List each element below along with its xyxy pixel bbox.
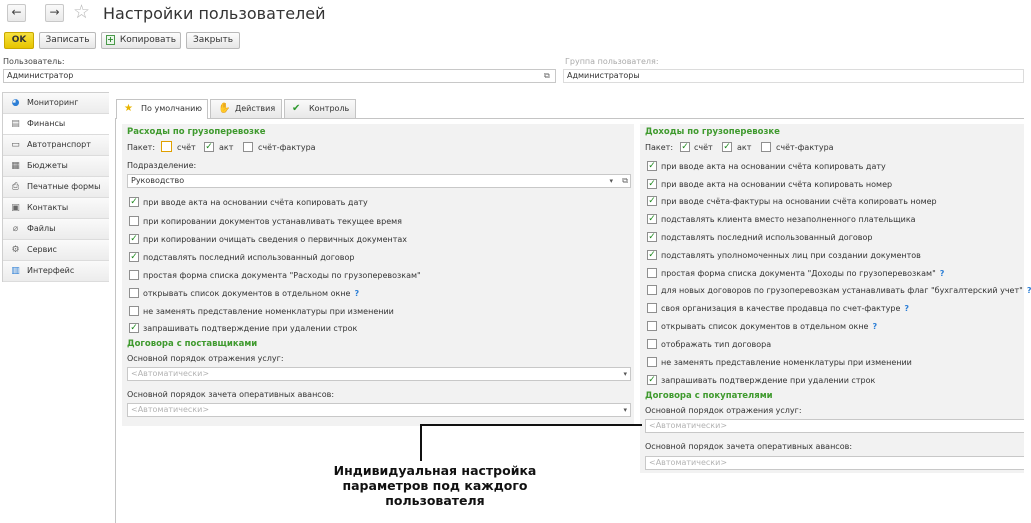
contacts-icon: ▣ <box>11 203 20 213</box>
star-icon: ★ <box>124 103 133 114</box>
forward-button[interactable] <box>45 4 64 22</box>
sidebar-item-label: Мониторинг <box>27 98 79 107</box>
option-checkbox[interactable] <box>647 321 657 331</box>
interface-icon: ▥ <box>11 266 20 276</box>
option-checkbox[interactable] <box>647 357 657 367</box>
option-checkbox[interactable]: ✓ <box>130 197 138 207</box>
advances-order-field[interactable] <box>645 456 1024 470</box>
packet-label: Пакет: <box>645 143 674 152</box>
callout-line-vertical <box>420 424 422 461</box>
sidebar-item-label: Интерфейс <box>27 266 75 275</box>
services-order-field[interactable] <box>645 419 1024 433</box>
packet-act-label: акт <box>737 143 752 152</box>
advances-order-placeholder: <Автоматически> <box>131 405 210 414</box>
sidebar-item-label: Автотранспорт <box>27 140 91 149</box>
option-label: при вводе счёта-фактуры на основании счёта копировать номер <box>661 197 937 206</box>
option-label: простая форма списка документа "Расходы по грузоперевозкам" <box>143 271 421 280</box>
save-button[interactable]: Записать <box>39 32 96 49</box>
packet-act-label: акт <box>219 143 234 152</box>
option-label: запрашивать подтверждение при удалении строк <box>661 376 876 385</box>
option-checkbox[interactable]: ✓ <box>648 196 656 206</box>
tab-actions[interactable] <box>210 99 282 118</box>
option-label: при вводе акта на основании счёта копировать дату <box>661 162 886 171</box>
option-label: подставлять последний использованный договор <box>143 253 355 262</box>
option-checkbox[interactable]: ✓ <box>648 250 656 260</box>
sidebar <box>2 92 109 282</box>
callout-line-horizontal <box>420 424 642 426</box>
suppliers-section-title: Договора с поставщиками <box>127 339 258 349</box>
option-label: при копировании документов устанавливать текущее время <box>143 217 402 226</box>
copy-button-label: Копировать <box>119 35 177 45</box>
sidebar-item-monitoring[interactable] <box>3 93 109 114</box>
sidebar-item-interface[interactable] <box>3 261 109 282</box>
help-icon[interactable]: ? <box>354 289 360 298</box>
monitoring-icon: ◕ <box>11 98 20 108</box>
option-checkbox[interactable] <box>129 306 139 316</box>
dropdown-arrow-icon[interactable]: ▾ <box>623 370 627 378</box>
packet-invoice-label: счёт <box>177 143 196 152</box>
group-label: Группа пользователя: <box>565 57 659 66</box>
packet-vat-invoice-checkbox[interactable] <box>243 142 253 152</box>
page-title: Настройки пользователей <box>103 4 326 23</box>
annotation-line: пользователя <box>385 493 485 508</box>
sidebar-item-service[interactable] <box>3 240 109 261</box>
tab-label: Контроль <box>309 104 350 113</box>
option-checkbox[interactable] <box>647 268 657 278</box>
advances-order-label: Основной порядок зачета оперативных авансов: <box>127 390 335 399</box>
option-label: не заменять представление номенклатуры при изменении <box>143 307 394 316</box>
packet-vat-invoice-label: счёт-фактура <box>258 143 316 152</box>
option-label: своя организация в качестве продавца по счет-фактуре <box>661 304 901 313</box>
services-order-placeholder: <Автоматически> <box>649 421 728 430</box>
income-section-title: Доходы по грузоперевозке <box>645 127 780 137</box>
buyers-section-title: Договора с покупателями <box>645 391 773 401</box>
sidebar-item-transport[interactable] <box>3 135 109 156</box>
option-with-help <box>661 286 1031 295</box>
option-with-help <box>661 304 909 313</box>
close-button[interactable]: Закрыть <box>186 32 240 49</box>
option-checkbox[interactable] <box>647 303 657 313</box>
option-with-help <box>143 289 359 298</box>
sidebar-item-label: Бюджеты <box>27 161 68 170</box>
tab-defaults[interactable] <box>116 99 208 119</box>
sidebar-item-print-forms[interactable] <box>3 177 109 198</box>
tab-control[interactable] <box>284 99 356 118</box>
option-label: подставлять последний использованный договор <box>661 233 873 242</box>
copy-icon: + <box>107 35 114 44</box>
option-label: подставлять клиента вместо незаполненного плательщика <box>661 215 916 224</box>
sidebar-item-label: Файлы <box>27 224 56 233</box>
packet-label: Пакет: <box>127 143 156 152</box>
user-value: Администратор <box>7 71 74 80</box>
option-label: отображать тип договора <box>661 340 772 349</box>
division-label: Подразделение: <box>127 161 197 170</box>
sidebar-item-label: Финансы <box>27 119 66 128</box>
transport-icon: ▭ <box>11 140 20 150</box>
option-checkbox[interactable]: ✓ <box>648 214 656 224</box>
option-checkbox[interactable]: ✓ <box>648 232 656 242</box>
arrow-right-icon: → <box>49 5 60 19</box>
option-label: запрашивать подтверждение при удалении строк <box>143 324 358 333</box>
sidebar-item-budgets[interactable] <box>3 156 109 177</box>
packet-vat-invoice-checkbox[interactable] <box>761 142 771 152</box>
packet-act-checkbox[interactable]: ✓ <box>205 142 213 152</box>
hand-icon: ✋ <box>218 103 231 114</box>
annotation-line: Индивидуальная настройка <box>333 463 537 478</box>
option-checkbox[interactable]: ✓ <box>130 323 138 333</box>
help-icon[interactable]: ? <box>872 322 878 331</box>
dropdown-arrow-icon[interactable]: ▾ <box>623 406 627 414</box>
packet-invoice-checkbox[interactable] <box>161 141 172 152</box>
ok-button[interactable]: OK <box>4 32 34 49</box>
option-checkbox[interactable] <box>647 285 657 295</box>
sidebar-item-finance[interactable] <box>3 114 109 135</box>
services-order-placeholder: <Автоматически> <box>131 369 210 378</box>
services-order-field[interactable] <box>127 367 631 381</box>
group-field <box>563 69 1024 83</box>
sidebar-item-label: Сервис <box>27 245 57 254</box>
option-checkbox[interactable]: ✓ <box>648 161 656 171</box>
open-icon[interactable]: ⧉ <box>544 71 550 80</box>
paperclip-icon: ⌀ <box>12 224 19 234</box>
packet-vat-invoice-label: счёт-фактура <box>776 143 834 152</box>
tab-label: Действия <box>235 104 276 113</box>
division-field[interactable] <box>127 174 631 188</box>
advances-order-placeholder: <Автоматически> <box>649 458 728 467</box>
user-label: Пользователь: <box>3 57 65 66</box>
arrow-left-icon: ← <box>11 5 22 19</box>
copy-button[interactable] <box>101 32 181 49</box>
budgets-icon: ▦ <box>11 161 20 171</box>
services-order-label: Основной порядок отражения услуг: <box>127 354 284 363</box>
option-label: открывать список документов в отдельном окне <box>143 289 351 298</box>
sidebar-item-label: Контакты <box>27 203 69 212</box>
advances-order-label: Основной порядок зачета оперативных авансов: <box>645 442 853 451</box>
option-checkbox[interactable] <box>129 270 139 280</box>
checkmark-icon: ✔ <box>292 103 301 114</box>
help-icon[interactable]: ? <box>939 269 945 278</box>
help-icon[interactable]: ? <box>1026 286 1031 295</box>
option-checkbox[interactable]: ✓ <box>648 375 656 385</box>
packet-invoice-label: счёт <box>694 143 713 152</box>
dropdown-arrow-icon[interactable]: ▾ <box>609 177 613 185</box>
help-icon[interactable]: ? <box>904 304 910 313</box>
packet-invoice-checkbox[interactable]: ✓ <box>681 142 689 152</box>
back-button[interactable] <box>7 4 26 22</box>
option-label: при копировании очищать сведения о первичных документах <box>143 235 408 244</box>
option-checkbox[interactable] <box>129 216 139 226</box>
advances-order-field[interactable] <box>127 403 631 417</box>
expenses-section-title: Расходы по грузоперевозке <box>127 127 266 137</box>
option-label: открывать список документов в отдельном окне <box>661 322 869 331</box>
sidebar-item-contacts[interactable] <box>3 198 109 219</box>
tab-label: По умолчанию <box>141 104 203 113</box>
option-label: подставлять уполномоченных лиц при создании документов <box>661 251 921 260</box>
option-with-help <box>661 322 877 331</box>
packet-act-checkbox[interactable]: ✓ <box>723 142 731 152</box>
favorite-star-icon[interactable]: ☆ <box>73 1 91 23</box>
option-label: при вводе акта на основании счёта копировать номер <box>661 180 893 189</box>
printer-icon: ⎙ <box>11 182 20 192</box>
user-field[interactable] <box>3 69 556 83</box>
option-checkbox[interactable] <box>129 288 139 298</box>
option-with-help <box>661 269 944 278</box>
option-label: не заменять представление номенклатуры при изменении <box>661 358 912 367</box>
option-checkbox[interactable] <box>647 339 657 349</box>
gear-icon: ⚙ <box>11 245 20 255</box>
option-label: для новых договоров по грузоперевозкам устанавливать флаг "бухгалтерский учет" <box>661 286 1023 295</box>
sidebar-item-label: Печатные формы <box>27 182 101 191</box>
open-icon[interactable]: ⧉ <box>622 176 628 185</box>
sidebar-item-files[interactable] <box>3 219 109 240</box>
option-checkbox[interactable]: ✓ <box>648 179 656 189</box>
services-order-label: Основной порядок отражения услуг: <box>645 406 802 415</box>
option-label: при вводе акта на основании счёта копировать дату <box>143 198 368 207</box>
division-value: Руководство <box>131 176 185 185</box>
annotation-line: параметров под каждого <box>342 478 528 493</box>
annotation-caption <box>310 463 560 508</box>
finance-icon: ▤ <box>11 119 20 129</box>
option-label: простая форма списка документа "Доходы по грузоперевозкам" <box>661 269 936 278</box>
group-value: Администраторы <box>567 71 640 80</box>
option-checkbox[interactable]: ✓ <box>130 234 138 244</box>
option-checkbox[interactable]: ✓ <box>130 252 138 262</box>
